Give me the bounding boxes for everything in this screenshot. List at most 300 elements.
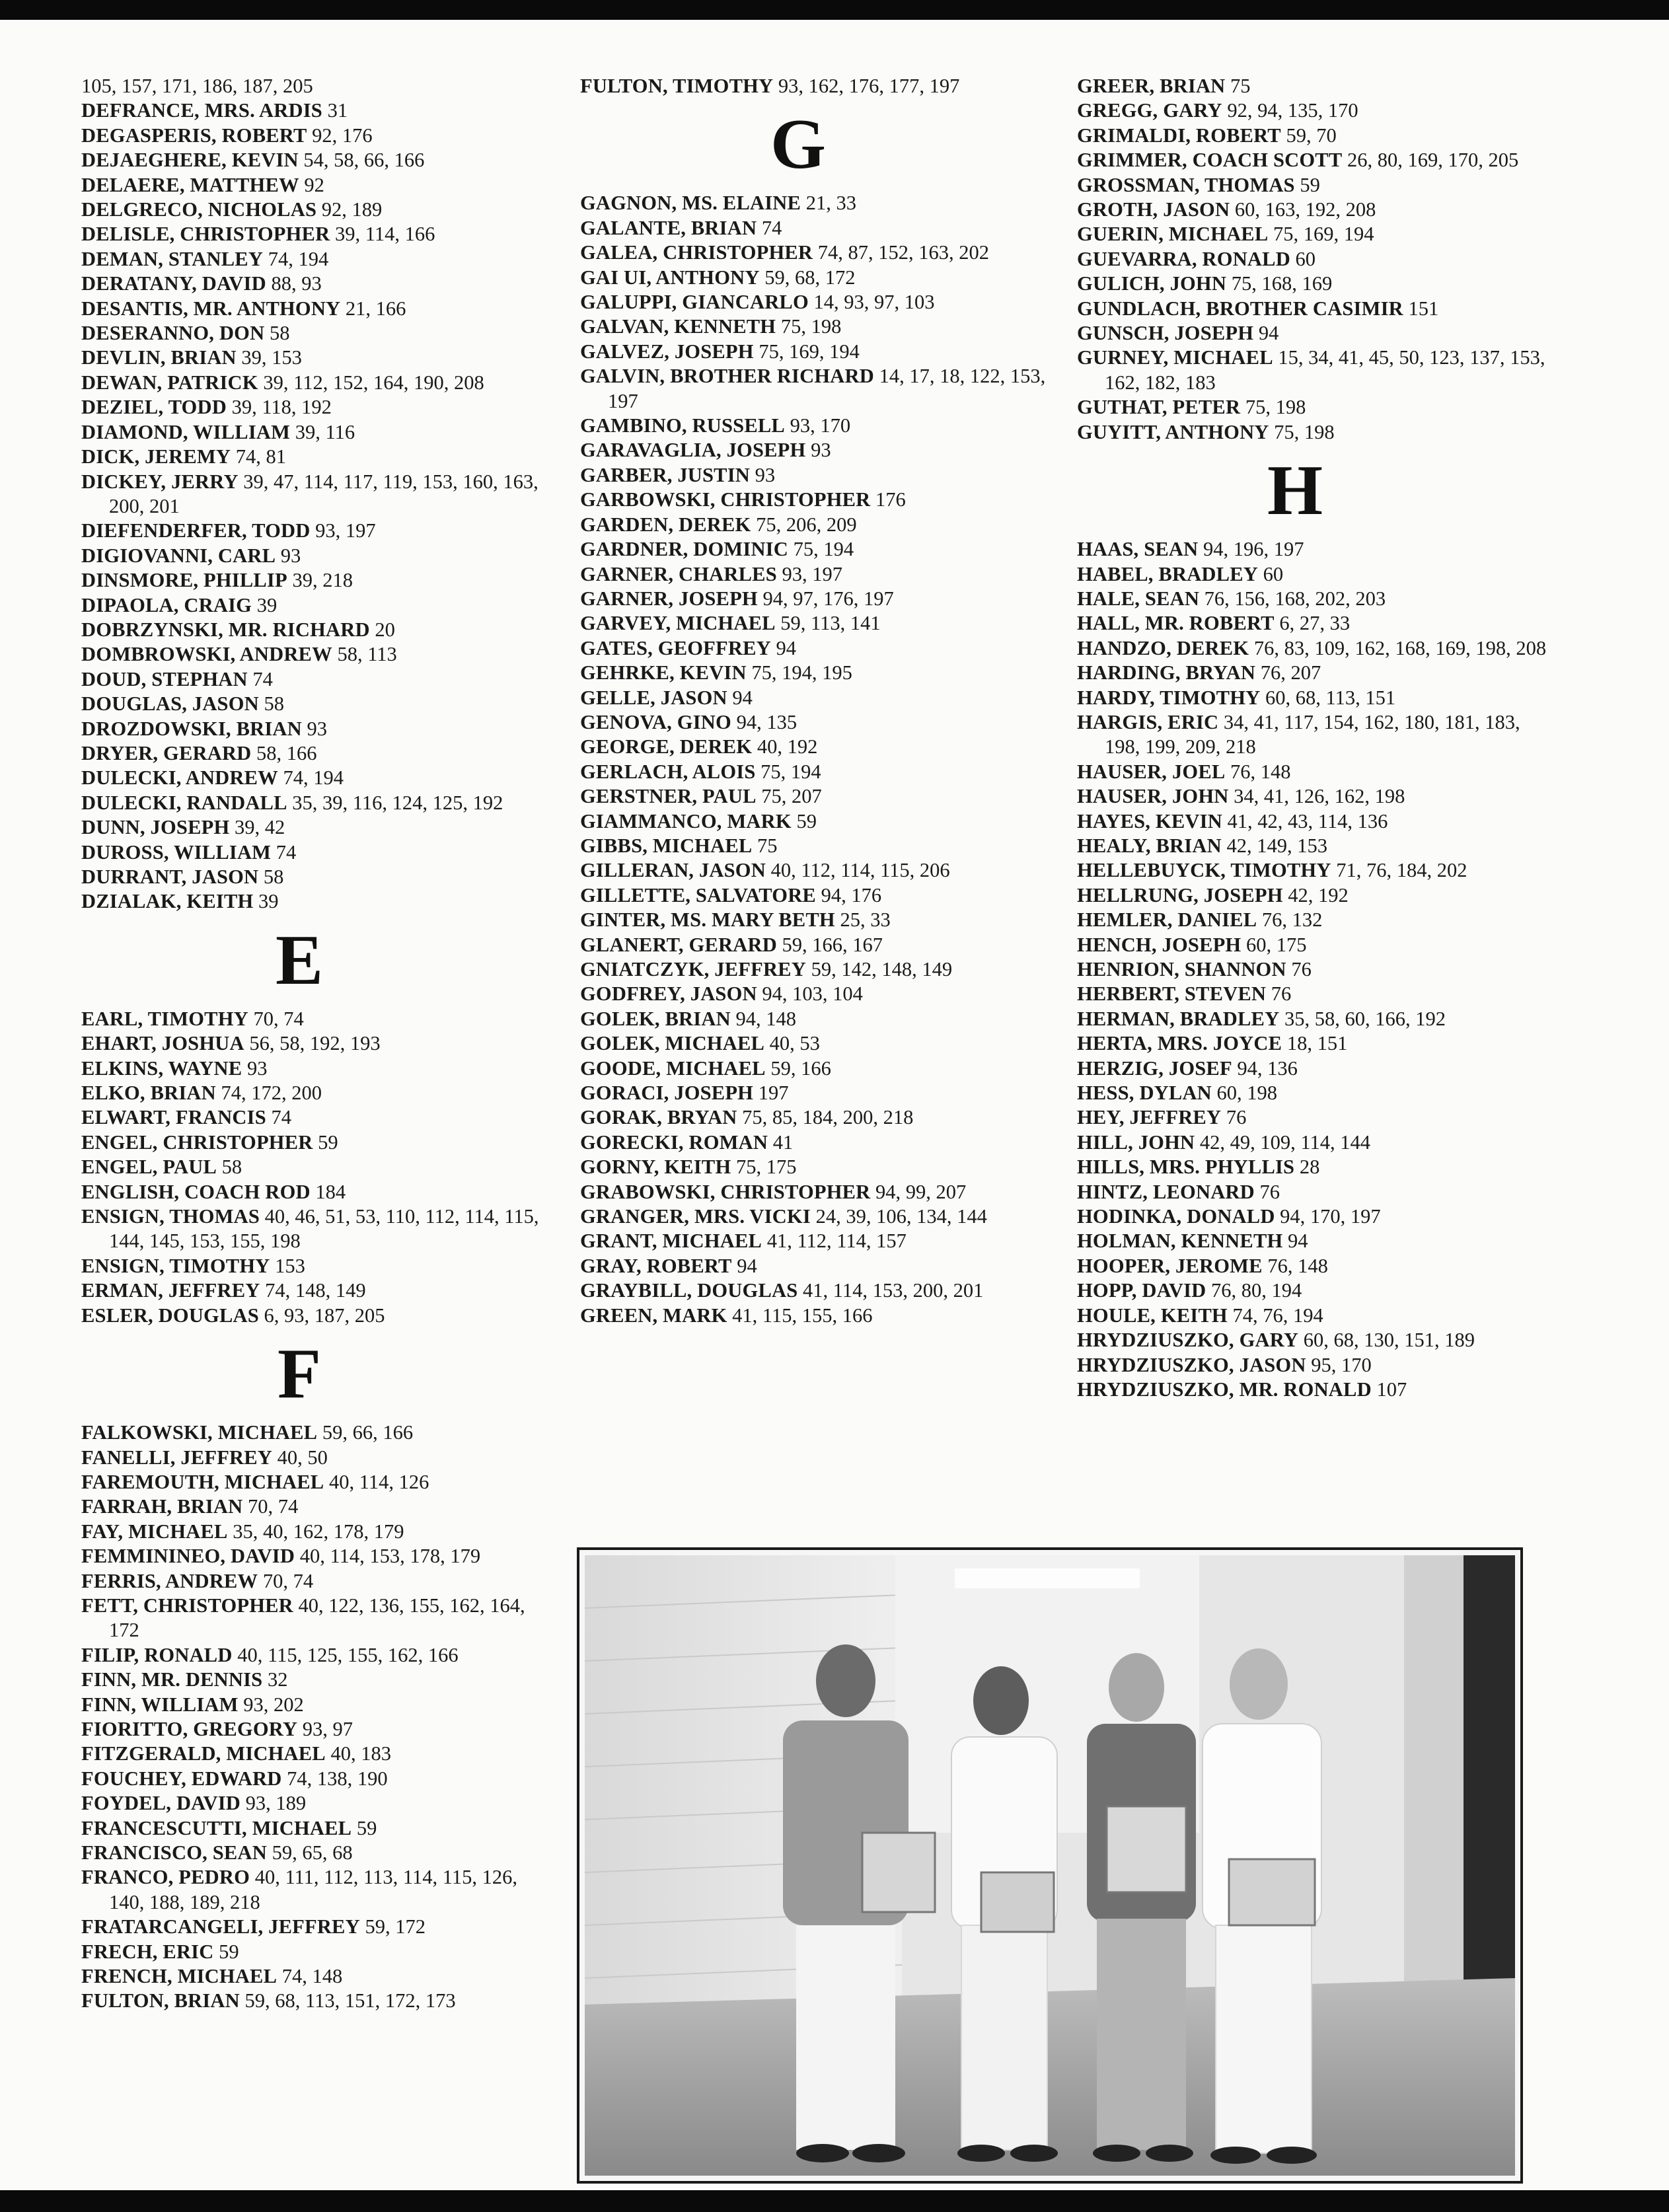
entry-name: GROTH, JASON [1077,198,1230,221]
entry-pages: 94, 135 [736,710,797,733]
index-entry [1077,1204,1553,1229]
entry-name: HINTZ, LEONARD [1077,1180,1255,1203]
entry-name: DELGRECO, NICHOLAS [81,198,317,221]
entry-pages: 40, 192 [757,735,818,758]
entry-name: DIEFENDERFER, TODD [81,519,311,542]
entry-pages: 93, 197 [782,562,842,585]
index-entry [580,957,1056,982]
index-entry [81,1130,557,1155]
entry-pages: 75, 169, 194 [759,340,860,363]
entry-pages: 94, 99, 207 [875,1180,967,1203]
entry-name: GALEA, CHRISTOPHER [580,241,813,264]
index-entry [81,1940,557,1964]
index-entry [81,445,557,469]
entry-name: HOULE, KEITH [1077,1304,1228,1327]
entry-name: GRANGER, MRS. VICKI [580,1205,811,1228]
index-entry [1077,858,1553,883]
entry-pages: 59, 66, 166 [322,1421,414,1444]
entry-pages: 75 [757,834,778,857]
index-entry [580,834,1056,858]
entry-name: GULICH, JOHN [1077,272,1227,295]
index-entry [81,1304,557,1328]
entry-name: DURRANT, JASON [81,866,259,888]
entry-pages: 40, 50 [277,1446,328,1469]
index-entry [580,661,1056,685]
person-4 [1203,1648,1321,2164]
entry-name: HESS, DYLAN [1077,1082,1212,1105]
entry-pages: 56, 58, 192, 193 [249,1032,381,1055]
index-entry [1077,760,1553,784]
index-entry [1077,321,1553,346]
entry-pages: 59, 172 [365,1915,426,1938]
index-entry [1077,346,1553,395]
entry-name: GOLEK, MICHAEL [580,1032,765,1055]
entry-name: EARL, TIMOTHY [81,1007,248,1030]
entry-name: FAREMOUTH, MICHAEL [81,1470,324,1493]
entry-name: DICK, JEREMY [81,445,231,468]
index-entry [81,1594,557,1643]
index-entry [81,1470,557,1494]
entry-name: ENSIGN, TIMOTHY [81,1254,270,1277]
index-entry [81,791,557,815]
entry-name: FINN, WILLIAM [81,1693,239,1716]
entry-name: HOOPER, JEROME [1077,1254,1263,1277]
index-entry [580,414,1056,438]
entry-name: HERMAN, BRADLEY [1077,1007,1280,1030]
index-entry [81,395,557,420]
index-entry [580,636,1056,661]
entry-pages: 40, 114, 153, 178, 179 [299,1545,481,1568]
entry-name: HAUSER, JOHN [1077,785,1229,808]
index-entry [81,1964,557,1989]
index-entry [81,1643,557,1668]
entry-name: GILLETTE, SALVATORE [580,883,816,906]
person-3 [1087,1653,1196,2162]
entry-pages: 39, 116 [295,420,355,443]
entry-pages: 40, 183 [330,1742,391,1765]
entry-name: FRECH, ERIC [81,1940,214,1963]
index-entry [1077,222,1553,246]
index-entry [580,908,1056,932]
entry-pages: 40, 114, 126 [328,1470,429,1493]
entry-pages: 176 [875,488,906,511]
index-entry [1077,148,1553,172]
index-entry [81,124,557,148]
entry-pages: 93 [280,544,301,567]
index-entry [81,1693,557,1717]
entry-pages: 75, 207 [761,785,822,808]
index-entry [81,247,557,272]
person-2 [951,1666,1058,2162]
entry-pages: 59 [318,1130,338,1154]
index-entry [580,1081,1056,1105]
entry-pages: 39, 118, 192 [231,396,332,419]
index-entry [1077,1007,1553,1031]
entry-pages: 41, 112, 114, 157 [766,1230,907,1253]
entry-pages: 93, 162, 176, 177, 197 [778,75,960,97]
entry-name: DEVLIN, BRIAN [81,346,237,369]
index-page [0,20,1669,2190]
entry-pages: 105, 157, 171, 186, 187, 205 [81,75,313,97]
entry-pages: 34, 41, 117, 154, 162, 180, 181, 183, 198, 199, 209, 218 [1105,710,1520,758]
entry-pages: 58, 166 [256,741,317,764]
entry-pages: 35, 39, 116, 124, 125, 192 [292,791,503,814]
entry-name: HRYDZIUSZKO, JASON [1077,1353,1306,1376]
entry-pages: 6, 27, 33 [1279,612,1351,635]
entry-name: DOBRZYNSKI, MR. RICHARD [81,618,370,641]
entry-pages: 76, 148 [1267,1254,1328,1277]
entry-name: GUYITT, ANTHONY [1077,420,1269,443]
index-entry [580,74,1056,98]
index-entry [580,735,1056,759]
index-entry [81,148,557,172]
index-entry [81,1569,557,1594]
index-entry [81,741,557,766]
index-entry [81,1915,557,1939]
entry-pages: 76, 80, 194 [1211,1279,1302,1302]
index-entry [81,1446,557,1470]
entry-pages: 76, 132 [1261,908,1323,932]
index-column-3 [1077,74,1553,1402]
entry-name: GALVIN, BROTHER RICHARD [580,365,874,388]
entry-pages: 75, 198 [1274,420,1335,443]
entry-name: ENGEL, PAUL [81,1156,217,1179]
index-entry [1077,1180,1553,1204]
index-entry [81,1031,557,1056]
index-entry [580,982,1056,1006]
index-entry [1077,1081,1553,1105]
index-entry [81,593,557,618]
entry-pages: 24, 39, 106, 134, 144 [815,1205,987,1228]
entry-name: DELAERE, MATTHEW [81,173,299,196]
entry-name: DIPAOLA, CRAIG [81,593,252,616]
entry-name: GRAYBILL, DOUGLAS [580,1279,798,1302]
entry-pages: 75, 198 [780,315,842,338]
entry-name: GRIMALDI, ROBERT [1077,124,1281,147]
entry-name: GORECKI, ROMAN [580,1130,768,1154]
entry-pages: 28 [1299,1156,1320,1179]
entry-pages: 40, 53 [769,1032,820,1055]
index-entry [580,1155,1056,1179]
index-entry [81,74,557,98]
entry-name: GARAVAGLIA, JOSEPH [580,439,806,462]
entry-pages: 59, 166 [770,1056,831,1080]
entry-pages: 58 [269,322,290,345]
entry-name: HARDY, TIMOTHY [1077,686,1261,709]
index-entry [1077,933,1553,957]
entry-name: ELWART, FRANCIS [81,1106,266,1129]
index-entry [81,1007,557,1031]
entry-pages: 21, 166 [345,297,406,320]
entry-pages: 59, 166, 167 [782,933,883,956]
entry-name: GREEN, MARK [580,1304,727,1327]
index-entry [81,198,557,222]
index-entry [81,889,557,914]
entry-pages: 74, 172, 200 [221,1082,322,1105]
entry-name: HOLMAN, KENNETH [1077,1230,1283,1253]
index-entry [81,544,557,568]
entry-name: HABEL, BRADLEY [1077,562,1258,585]
index-entry [81,1278,557,1303]
group-photo-image [585,1555,1515,2176]
entry-pages: 75, 175 [736,1156,797,1179]
entry-pages: 35, 58, 60, 166, 192 [1284,1007,1446,1030]
entry-name: GRIMMER, COACH SCOTT [1077,149,1343,172]
entry-name: DRYER, GERARD [81,741,252,764]
index-entry [580,290,1056,314]
entry-name: DUNN, JOSEPH [81,816,230,839]
entry-pages: 107 [1376,1378,1407,1401]
entry-name: GAGNON, MS. ELAINE [580,192,801,215]
entry-pages: 39, 114, 166 [334,223,435,246]
index-entry [81,1420,557,1445]
entry-pages: 76 [1291,958,1312,980]
entry-pages: 60, 163, 192, 208 [1234,198,1376,221]
index-entry [1077,1378,1553,1402]
entry-name: DELISLE, CHRISTOPHER [81,223,330,246]
index-entry [1077,957,1553,982]
entry-pages: 74 [271,1106,292,1129]
entry-name: FARRAH, BRIAN [81,1495,243,1518]
entry-name: FRANCO, PEDRO [81,1866,250,1889]
entry-name: FETT, CHRISTOPHER [81,1594,293,1617]
entry-name: GUTHAT, PETER [1077,396,1241,419]
entry-name: GIAMMANCO, MARK [580,809,792,832]
entry-name: HERBERT, STEVEN [1077,982,1267,1006]
index-entry [580,1130,1056,1155]
index-entry [81,297,557,321]
index-entry [81,1180,557,1204]
index-entry [81,568,557,593]
entry-pages: 6, 93, 187, 205 [264,1304,385,1327]
entry-name: FERRIS, ANDREW [81,1569,258,1592]
entry-name: GRABOWSKI, CHRISTOPHER [580,1180,871,1203]
index-entry [580,463,1056,488]
entry-name: HODINKA, DONALD [1077,1205,1275,1228]
index-entry [580,513,1056,537]
entry-pages: 75, 194 [760,760,821,783]
entry-pages: 94, 176 [821,883,882,906]
entry-name: GAI UI, ANTHONY [580,266,760,289]
index-entry [81,618,557,642]
entry-pages: 60, 68, 113, 151 [1265,686,1396,709]
index-entry [580,1204,1056,1229]
index-entry [1077,420,1553,445]
entry-pages: 70, 74 [262,1569,314,1592]
entry-name: GURNEY, MICHAEL [1077,346,1273,369]
entry-pages: 59 [796,809,817,832]
index-entry [1077,537,1553,562]
index-entry [1077,98,1553,123]
entry-name: GARBER, JUSTIN [580,463,751,486]
index-entry [1077,883,1553,908]
entry-pages: 76 [1259,1180,1280,1203]
entry-name: GREGG, GARY [1077,99,1222,122]
index-entry [1077,1304,1553,1328]
entry-name: GIBBS, MICHAEL [580,834,753,857]
index-entry [1077,1278,1553,1303]
index-entry [81,692,557,716]
entry-name: GLANERT, GERARD [580,933,777,956]
entry-pages: 42, 149, 153 [1226,834,1327,857]
entry-name: GRAY, ROBERT [580,1254,732,1277]
index-entry [81,1841,557,1865]
entry-name: ERMAN, JEFFREY [81,1279,260,1302]
index-entry [580,760,1056,784]
entry-name: GUNSCH, JOSEPH [1077,322,1254,345]
entry-pages: 76, 156, 168, 202, 203 [1204,587,1386,610]
entry-pages: 74, 148 [281,1965,343,1988]
entry-name: DESANTIS, MR. ANTHONY [81,297,341,320]
entry-name: FULTON, BRIAN [81,1989,240,2012]
entry-name: HELLRUNG, JOSEPH [1077,883,1283,906]
entry-name: HERZIG, JOSEF [1077,1056,1232,1080]
index-entry [81,1081,557,1105]
entry-name: FIORITTO, GREGORY [81,1717,298,1740]
entry-name: GUERIN, MICHAEL [1077,223,1269,246]
entry-pages: 74, 194 [283,766,344,790]
entry-pages: 76, 83, 109, 162, 168, 169, 198, 208 [1253,636,1547,659]
group-photo [577,1547,1523,2184]
index-entry [81,1494,557,1519]
entry-pages: 60 [1295,247,1316,270]
entry-pages: 75, 85, 184, 200, 218 [742,1106,914,1129]
entry-name: FEMMININEO, DAVID [81,1545,295,1568]
index-entry [1077,834,1553,858]
entry-name: FOUCHEY, EDWARD [81,1767,282,1790]
index-entry [580,340,1056,364]
entry-name: GARDNER, DOMINIC [580,538,788,561]
entry-name: HANDZO, DEREK [1077,636,1249,659]
entry-name: FAY, MICHAEL [81,1520,228,1543]
entry-pages: 59, 142, 148, 149 [811,958,953,980]
entry-pages: 39, 153 [241,346,302,369]
entry-name: DULECKI, RANDALL [81,791,287,814]
entry-name: HEALY, BRIAN [1077,834,1222,857]
entry-name: ESLER, DOUGLAS [81,1304,259,1327]
entry-pages: 74 [252,667,273,690]
entry-name: HRYDZIUSZKO, MR. RONALD [1077,1378,1372,1401]
entry-name: HALL, MR. ROBERT [1077,612,1275,635]
entry-pages: 18, 151 [1286,1032,1348,1055]
index-entry [580,686,1056,710]
entry-name: GINTER, MS. MARY BETH [580,908,835,932]
entry-name: DOUD, STEPHAN [81,667,248,690]
index-entry [1077,1056,1553,1081]
index-entry [580,191,1056,215]
entry-pages: 40, 112, 114, 115, 206 [770,859,950,882]
index-entry [81,173,557,198]
entry-name: DEZIEL, TODD [81,396,227,419]
entry-name: FINN, MR. DENNIS [81,1668,263,1691]
entry-pages: 76 [1271,982,1292,1006]
entry-name: ENGLISH, COACH ROD [81,1180,311,1203]
entry-name: ENGEL, CHRISTOPHER [81,1130,313,1154]
index-entry [81,222,557,246]
entry-pages: 94 [1258,322,1279,345]
entry-name: DZIALAK, KEITH [81,890,254,913]
entry-pages: 94, 136 [1237,1056,1298,1080]
entry-name: DICKEY, JERRY [81,470,239,493]
entry-name: DOUGLAS, JASON [81,692,259,716]
index-entry [1077,908,1553,932]
entry-name: GOLEK, BRIAN [580,1007,731,1030]
entry-pages: 93, 197 [315,519,376,542]
entry-name: GORAK, BRYAN [580,1106,737,1129]
entry-pages: 41, 42, 43, 114, 136 [1227,809,1388,832]
index-entry [81,1668,557,1692]
entry-name: HERTA, MRS. JOYCE [1077,1032,1282,1055]
entry-name: GUNDLACH, BROTHER CASIMIR [1077,297,1403,320]
entry-name: HEY, JEFFREY [1077,1106,1222,1129]
entry-name: HAUSER, JOEL [1077,760,1226,783]
entry-name: HELLEBUYCK, TIMOTHY [1077,859,1331,882]
entry-pages: 94, 97, 176, 197 [762,587,894,610]
index-entry [580,1105,1056,1130]
entry-pages: 31 [327,99,348,122]
entry-pages: 41 [772,1130,794,1154]
index-entry [81,1155,557,1179]
entry-name: FALKOWSKI, MICHAEL [81,1421,318,1444]
index-entry [1077,297,1553,321]
entry-pages: 94 [737,1254,757,1277]
entry-pages: 95, 170 [1311,1353,1372,1376]
entry-name: GNIATCZYK, JEFFREY [580,958,806,980]
entry-pages: 93, 170 [790,414,851,437]
index-entry [81,1767,557,1791]
index-entry [81,717,557,741]
entry-pages: 75, 169, 194 [1273,223,1374,246]
index-entry [81,815,557,840]
entry-pages: 58 [264,692,284,716]
entry-pages: 40, 111, 112, 113, 114, 115, 126, 140, 188, 189, 218 [109,1866,518,1913]
entry-pages: 184 [315,1180,346,1203]
entry-name: ENSIGN, THOMAS [81,1205,260,1228]
entry-name: DROZDOWSKI, BRIAN [81,717,302,740]
entry-name: GALVAN, KENNETH [580,315,776,338]
entry-pages: 42, 49, 109, 114, 144 [1199,1130,1371,1154]
entry-pages: 93 [246,1056,268,1080]
entry-name: HALE, SEAN [1077,587,1200,610]
entry-pages: 39, 218 [292,569,353,592]
index-entry [580,488,1056,512]
entry-name: EHART, JOSHUA [81,1032,244,1055]
index-entry [81,519,557,543]
entry-pages: 75, 198 [1245,396,1306,419]
index-entry [81,470,557,519]
entry-pages: 93 [755,463,776,486]
index-entry [81,1791,557,1816]
index-entry [81,1254,557,1278]
index-entry [1077,1353,1553,1378]
index-entry [81,1520,557,1544]
index-entry [580,883,1056,908]
entry-pages: 92 [304,173,324,196]
entry-name: DERATANY, DAVID [81,272,266,295]
entry-pages: 93 [307,717,327,740]
index-entry [1077,809,1553,834]
entry-name: HRYDZIUSZKO, GARY [1077,1329,1299,1352]
entry-name: DUROSS, WILLIAM [81,840,272,864]
entry-pages: 35, 40, 162, 178, 179 [233,1520,404,1543]
entry-pages: 93, 189 [245,1792,307,1815]
entry-name: GOODE, MICHAEL [580,1056,766,1080]
entry-pages: 59 [356,1816,377,1839]
entry-name: DEFRANCE, MRS. ARDIS [81,99,322,122]
index-entry [81,840,557,865]
index-entry [81,321,557,346]
entry-pages: 153 [275,1254,305,1277]
